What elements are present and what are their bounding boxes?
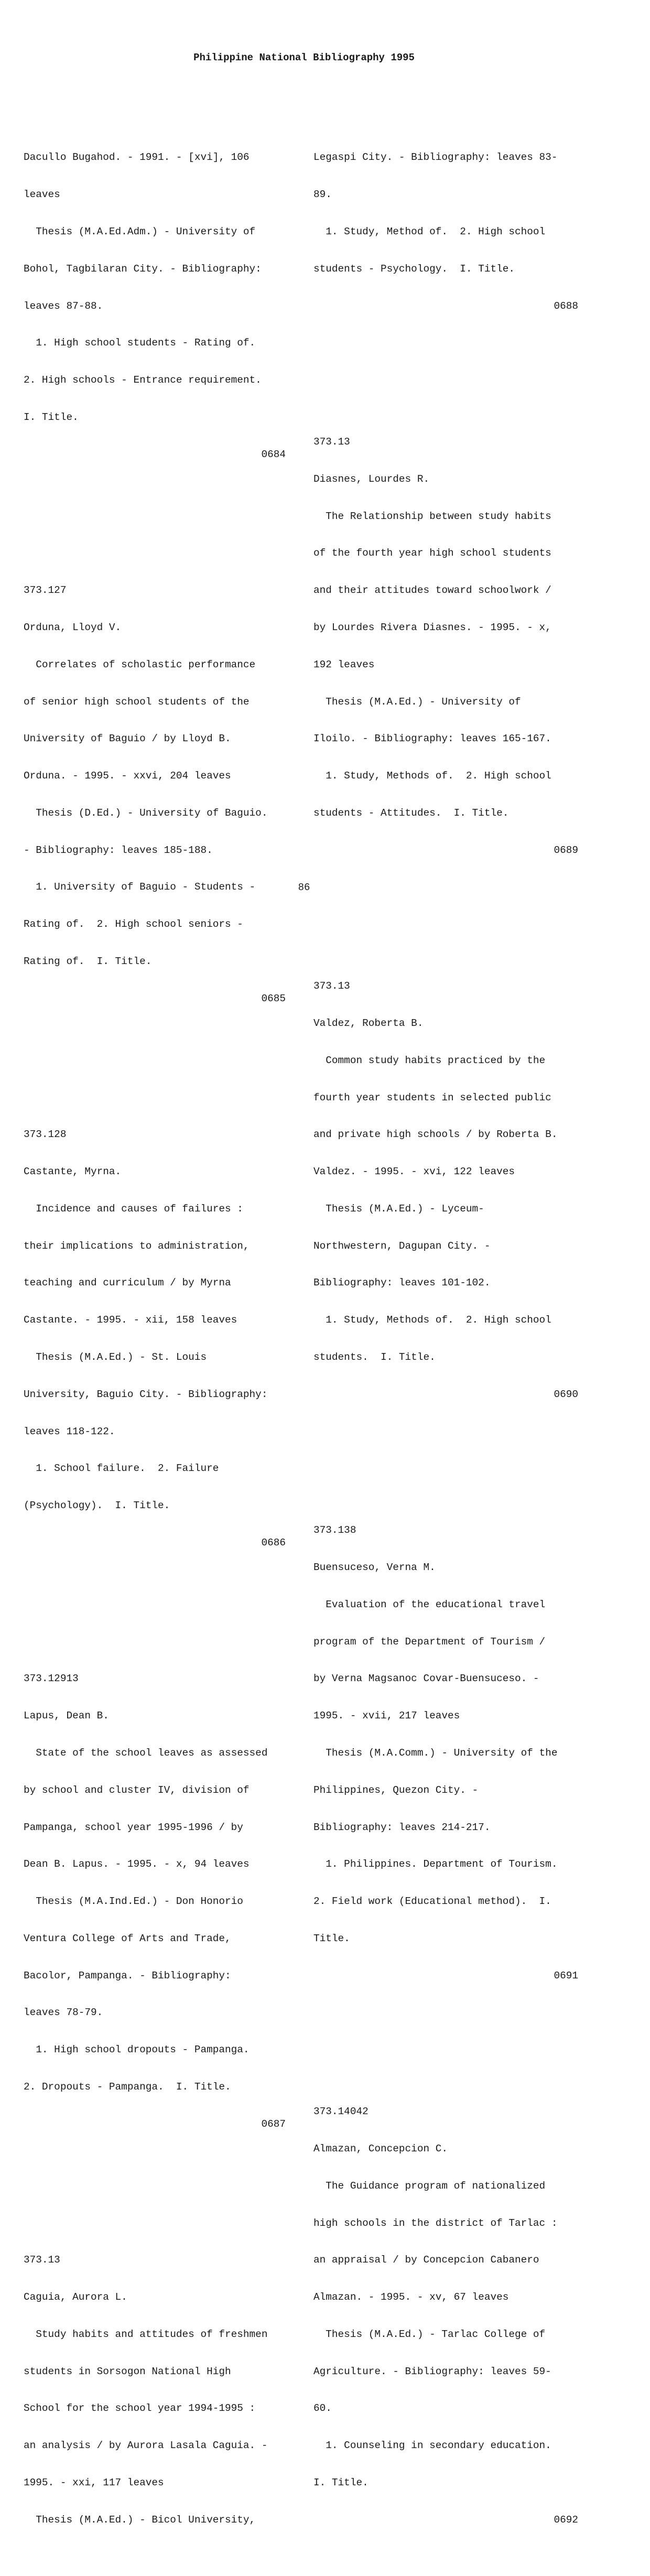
entry-line: by Lourdes Rivera Diasnes. - 1995. - x, — [313, 621, 551, 633]
entry-line: I. Title. — [24, 411, 79, 423]
class-number: 373.13 — [313, 436, 350, 448]
entry-line: Philippines, Quezon City. - — [313, 1784, 479, 1796]
entry-line: Valdez. - 1995. - xvi, 122 leaves — [313, 1166, 515, 1178]
entry-line: students in Sorsogon National High — [24, 2365, 231, 2377]
author-heading: Caguia, Aurora L. — [24, 2291, 127, 2303]
entry-line: Bibliography: leaves 101-102. — [313, 1277, 491, 1289]
author-heading: Diasnes, Lourdes R. — [313, 473, 430, 485]
entry-line: an analysis / by Aurora Lasala Caguia. - — [24, 2440, 268, 2452]
entry-separator — [313, 1451, 578, 1463]
entry-line: (Psychology). I. Title. — [24, 1500, 170, 1512]
entry-line: Incidence and causes of failures : — [24, 1203, 243, 1215]
entry-line: 60. — [313, 2402, 332, 2415]
entry-line: Thesis (M.A.Ed.) - Lyceum- — [313, 1203, 484, 1215]
entry-line: Thesis (M.A.Comm.) - University of the — [313, 1747, 558, 1759]
bibliography-entry — [24, 2229, 286, 2551]
bibliography-entry — [313, 127, 578, 337]
entry-line: Legaspi City. - Bibliography: leaves 83- — [313, 151, 558, 164]
entry-line: and their attitudes toward schoolwork / — [313, 585, 551, 597]
entry-line: Thesis (M.A.Ed.) - University of — [313, 696, 521, 708]
entry-line: Dean B. Lapus. - 1995. - x, 94 leaves — [24, 1858, 250, 1870]
entry-line: 1. Philippines. Department of Tourism. — [313, 1858, 558, 1870]
bibliography-entry — [313, 1500, 578, 2007]
author-heading: Almazan, Concepcion C. — [313, 2142, 448, 2155]
entry-line: Title. — [313, 1932, 350, 1944]
entry-line: of the fourth year high school students — [313, 547, 551, 559]
bibliography-entry — [313, 412, 578, 882]
entry-line: Correlates of scholastic performance — [24, 658, 256, 670]
entry-line: teaching and curriculum / by Myrna — [24, 1277, 231, 1289]
entry-line: Castante. - 1995. - xii, 158 leaves — [24, 1314, 237, 1326]
entry-number: 0690 — [554, 1388, 578, 1400]
entry-number: 0691 — [554, 1969, 578, 1982]
entry-line: Rating of. 2. High school seniors - — [24, 918, 243, 930]
bibliography-entry — [313, 2081, 578, 2551]
entry-line: Iloilo. - Bibliography: leaves 165-167. — [313, 733, 551, 745]
entry-line: 192 leaves — [313, 658, 375, 670]
entry-number: 0686 — [261, 1536, 286, 1549]
entry-line: Thesis (M.A.Ed.) - St. Louis — [24, 1351, 207, 1363]
entry-line: of senior high school students of the — [24, 696, 250, 708]
entry-line: - Bibliography: leaves 185-188. — [24, 844, 213, 856]
entry-line: Thesis (M.A.Ed.Adm.) - University of — [24, 225, 256, 237]
bibliography-entry — [24, 560, 286, 1030]
entry-line: Agriculture. - Bibliography: leaves 59- — [313, 2365, 551, 2377]
entry-line: 89. — [313, 189, 332, 201]
entry-line: Bacolor, Pampanga. - Bibliography: — [24, 1969, 231, 1982]
bibliography-entry — [24, 1648, 286, 2155]
entry-line: an appraisal / by Concepcion Cabanero — [313, 2254, 539, 2266]
bibliography-entry — [24, 1104, 286, 1574]
entry-line: 1. School failure. 2. Failure — [24, 1463, 219, 1475]
entry-line: leaves 78-79. — [24, 2007, 103, 2019]
entry-line: program of the Department of Tourism / — [313, 1636, 546, 1648]
class-number: 373.14042 — [313, 2106, 369, 2118]
entry-line: students. I. Title. — [313, 1351, 436, 1363]
entry-line: Northwestern, Dagupan City. - — [313, 1240, 491, 1252]
class-number: 373.138 — [313, 1524, 356, 1536]
entry-line: Thesis (M.A.Ed.) - Tarlac College of — [313, 2328, 546, 2340]
class-number: 373.128 — [24, 1129, 67, 1141]
class-number: 373.13 — [313, 980, 350, 992]
entry-line: Evaluation of the educational travel — [313, 1598, 546, 1610]
entry-line: 1995. - xxi, 117 leaves — [24, 2477, 164, 2488]
entry-line: 1. Counseling in secondary education. — [313, 2440, 551, 2452]
entry-line: Thesis (D.Ed.) - University of Baguio. — [24, 807, 268, 819]
entry-line: their implications to administration, — [24, 1240, 250, 1252]
entry-number: 0689 — [554, 844, 578, 856]
entry-line: students - Psychology. I. Title. — [313, 263, 515, 275]
author-heading: Castante, Myrna. — [24, 1166, 122, 1178]
entry-line: 1995. - xvii, 217 leaves — [313, 1710, 460, 1722]
right-column — [313, 102, 578, 2576]
entry-line: 2. Field work (Educational method). I. — [313, 1896, 551, 1908]
entry-line: Rating of. I. Title. — [24, 955, 152, 967]
entry-line: Pampanga, school year 1995-1996 / by — [24, 1821, 243, 1833]
entry-separator — [313, 362, 578, 374]
entry-line: University, Baguio City. - Bibliography: — [24, 1388, 268, 1400]
entry-separator — [313, 906, 578, 919]
entry-line: 1. Study, Methods of. 2. High school — [313, 770, 551, 782]
entry-line: Ventura College of Arts and Trade, — [24, 1932, 231, 1944]
class-number: 373.12913 — [24, 1673, 79, 1685]
entry-line: leaves 87-88. — [24, 300, 103, 312]
author-heading: Lapus, Dean B. — [24, 1710, 109, 1722]
entry-line: students - Attitudes. I. Title. — [313, 807, 509, 819]
class-number: 373.13 — [24, 2254, 60, 2266]
entry-line: by school and cluster IV, division of — [24, 1784, 250, 1796]
author-heading: Buensuceso, Verna M. — [313, 1562, 436, 1574]
entry-number: 0685 — [261, 992, 286, 1004]
entry-separator — [313, 2032, 578, 2044]
entry-line: School for the school year 1994-1995 : — [24, 2402, 256, 2415]
entry-line: 1. Study, Method of. 2. High school — [313, 225, 546, 237]
entry-line: 2. Dropouts - Pampanga. I. Title. — [24, 2081, 231, 2093]
entry-line: fourth year students in selected public — [313, 1091, 551, 1103]
entry-line: Orduna. - 1995. - xxvi, 204 leaves — [24, 770, 231, 782]
entry-line: 1. University of Baguio - Students - — [24, 881, 256, 893]
entry-line: Bibliography: leaves 214-217. — [313, 1821, 491, 1833]
entry-line: Study habits and attitudes of freshmen — [24, 2328, 268, 2340]
entry-line: Bohol, Tagbilaran City. - Bibliography: — [24, 263, 262, 275]
entry-number: 0692 — [554, 2514, 578, 2526]
entry-line: 1. Study, Methods of. 2. High school — [313, 1314, 551, 1326]
bibliography-entry — [24, 127, 286, 485]
entry-line: and private high schools / by Roberta B. — [313, 1129, 558, 1141]
author-heading: Orduna, Lloyd V. — [24, 621, 122, 633]
entry-line: high schools in the district of Tarlac : — [313, 2217, 558, 2229]
entry-number: 0684 — [261, 448, 286, 460]
entry-separator — [24, 1055, 286, 1067]
entry-line: I. Title. — [313, 2477, 369, 2488]
page-number: 86 — [298, 882, 310, 893]
entry-separator — [24, 511, 286, 523]
entry-separator — [24, 1599, 286, 1611]
entry-line: Dacullo Bugahod. - 1991. - [xvi], 106 — [24, 151, 250, 164]
entry-line: Thesis (M.A.Ed.) - Bicol University, — [24, 2514, 256, 2526]
entry-line: The Guidance program of nationalized — [313, 2180, 546, 2192]
author-heading: Valdez, Roberta B. — [313, 1017, 424, 1029]
left-column — [24, 102, 286, 2576]
entry-line: Common study habits practiced by the — [313, 1054, 546, 1066]
entry-line: leaves 118-122. — [24, 1425, 115, 1437]
page-title: Philippine National Bibliography 1995 — [193, 52, 415, 63]
entry-number: 0688 — [554, 300, 578, 312]
entry-line: 2. High schools - Entrance requirement. — [24, 374, 262, 386]
entry-line: State of the school leaves as assessed — [24, 1747, 268, 1759]
entry-line: Thesis (M.A.Ind.Ed.) - Don Honorio — [24, 1896, 243, 1908]
bibliography-entry — [313, 956, 578, 1426]
entry-line: The Relationship between study habits — [313, 510, 551, 522]
entry-line: by Verna Magsanoc Covar-Buensuceso. - — [313, 1673, 539, 1685]
entry-line: 1. High school students - Rating of. — [24, 337, 256, 349]
entry-number: 0687 — [261, 2118, 286, 2130]
entry-separator — [24, 2180, 286, 2193]
entry-line: 1. High school dropouts - Pampanga. — [24, 2044, 250, 2056]
entry-line: Almazan. - 1995. - xv, 67 leaves — [313, 2291, 509, 2303]
entry-line: University of Baguio / by Lloyd B. — [24, 733, 231, 745]
class-number: 373.127 — [24, 585, 67, 597]
entry-line: leaves — [24, 189, 60, 201]
